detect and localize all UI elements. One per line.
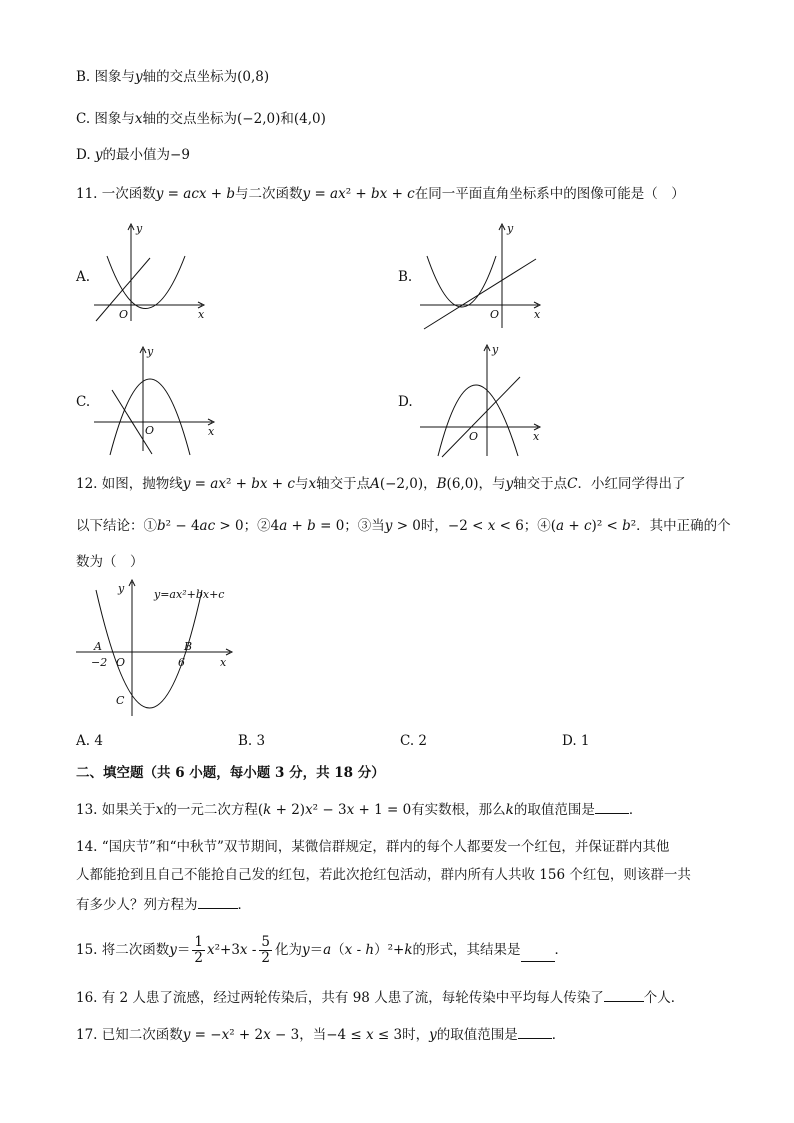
q14-answer-blank[interactable]: [198, 896, 238, 909]
q15-frac2-den: 2: [261, 949, 270, 966]
point-c-label: C: [116, 694, 125, 707]
x-axis-label: x: [220, 656, 227, 669]
q13-answer-blank[interactable]: [595, 801, 629, 814]
q12-option-b: B. 3: [238, 733, 266, 749]
y-axis-label: y: [136, 222, 143, 235]
origin-label: O: [490, 308, 500, 321]
x-axis-label: x: [208, 425, 215, 438]
origin-label: O: [119, 308, 129, 321]
q14-line1: 14. “国庆节”和“中秋节”双节期间，某微信群规定，群内的每个人都要发一个红包，并保证群内其他: [76, 839, 670, 855]
q13-text: [76, 801, 642, 819]
x-axis-label: x: [534, 308, 541, 321]
q12-option-c: C. 2: [400, 733, 428, 749]
q12-stem-line1: 12. 如图，抛物线𝑦 = 𝑎𝑥² + 𝑏𝑥 + 𝑐与𝑥轴交于点𝐴(−2,0)，𝐵(6,0)，与𝑦轴交于点𝐶．小红同学得出了: [76, 476, 686, 492]
q15-prefix: 15. 将二次函数𝑦＝: [76, 942, 191, 958]
line-graph: [424, 259, 536, 329]
x-axis-label: x: [533, 430, 540, 443]
section-heading: 二、填空题（共 6 小题，每小题 3 分，共 18 分）: [76, 765, 385, 781]
point-b-label: B: [184, 640, 193, 653]
line-graph: [442, 377, 520, 457]
q15-fraction-2: [259, 935, 272, 966]
equation-label: y=ax²+bx+c: [154, 588, 225, 601]
parabola: [107, 256, 185, 309]
x-axis-label: x: [198, 308, 205, 321]
y-axis-label: y: [147, 345, 154, 358]
q11-label-a: A.: [76, 269, 91, 285]
q13-stem: 13. 如果关于𝑥的一元二次方程(𝑘 + 2)𝑥² − 3𝑥 + 1 = 0有实数根，那么𝑘的取值范围是: [76, 802, 595, 818]
q17-text: [76, 1026, 565, 1044]
q15-frac1-den: 2: [194, 949, 203, 966]
q11-label-d: D.: [398, 394, 413, 410]
origin-label: O: [145, 424, 155, 437]
q13-end: ．: [628, 802, 643, 818]
parabola: [110, 379, 190, 455]
q15-end: ．: [554, 942, 569, 958]
q16-answer-blank[interactable]: [604, 989, 644, 1002]
q11-graph-a: [90, 222, 215, 324]
q14-line3: [76, 896, 251, 914]
q14-end: ．: [237, 897, 251, 913]
tick-minus-2: −2: [91, 656, 108, 669]
y-axis-label: y: [507, 222, 514, 235]
q12-option-d: D. 1: [562, 733, 590, 749]
q15-frac1-num: 1: [194, 933, 203, 950]
tick-6: 6: [178, 656, 185, 669]
q16-text: [76, 989, 684, 1007]
q10-option-d: D. 𝑦的最小值为−9: [76, 147, 190, 163]
q15-suffix: 化为𝑦＝𝑎（𝑥 - ℎ）²+𝑘的形式，其结果是: [274, 942, 521, 958]
q16-stem: 16. 有 2 人患了流感，经过两轮传染后，共有 98 人患了流，每轮传染中平均每人传染了: [76, 990, 604, 1006]
q14-line2: 人都能抢到且自己不能抢自己发的红包，若此次抢红包活动，群内所有人共收 156 个红包，则该群一共: [76, 867, 691, 883]
parabola: [427, 256, 496, 307]
y-axis-label: y: [492, 343, 499, 356]
q16-end: 个人．: [643, 990, 685, 1006]
q15-text: [76, 932, 568, 968]
q15-answer-blank[interactable]: [521, 949, 555, 962]
q12-stem-line3: 数为（ ）: [76, 554, 144, 570]
q12-parabola-graph: [74, 578, 244, 718]
q17-answer-blank[interactable]: [518, 1026, 552, 1039]
q15-frac2-num: 5: [261, 933, 270, 950]
q15-fraction-1: [192, 935, 205, 966]
q11-graph-b: [416, 222, 546, 332]
q11-graph-d: [416, 343, 546, 460]
origin-label: O: [469, 430, 479, 443]
q17-stem: 17. 已知二次函数𝑦 = −𝑥² + 2𝑥 − 3，当−4 ≤ 𝑥 ≤ 3时，𝑦的取值范围是: [76, 1027, 518, 1043]
q10-option-b: B. 图象与𝑦轴的交点坐标为(0,8): [76, 69, 270, 85]
q11-stem: 11. 一次函数𝑦 = 𝑎𝑐𝑥 + 𝑏与二次函数𝑦 = 𝑎𝑥² + 𝑏𝑥 + 𝑐在同一平面直角坐标系中的图像可能是（ ）: [76, 186, 685, 202]
q11-graph-c: [92, 345, 222, 455]
q17-end: ．: [551, 1027, 566, 1043]
q12-option-a: A. 4: [76, 733, 103, 749]
q11-label-b: B.: [398, 269, 413, 285]
y-axis-label: y: [118, 582, 125, 595]
q14-stem-end: 有多少人？列方程为: [76, 897, 198, 913]
origin-label: O: [116, 656, 126, 669]
point-a-label: A: [94, 640, 102, 653]
q11-label-c: C.: [76, 394, 91, 410]
q10-option-c: C. 图象与𝑥轴的交点坐标为(−2,0)和(4,0): [76, 111, 326, 127]
q15-mid: 𝑥²+3𝑥 -: [206, 942, 257, 958]
q12-stem-line2: 以下结论：①𝑏² − 4𝑎𝑐 > 0；②4𝑎 + 𝑏 = 0；③当𝑦 > 0时，−2 < 𝑥 < 6；④(𝑎 + 𝑐)² < 𝑏²．其中正确的个: [76, 518, 731, 534]
